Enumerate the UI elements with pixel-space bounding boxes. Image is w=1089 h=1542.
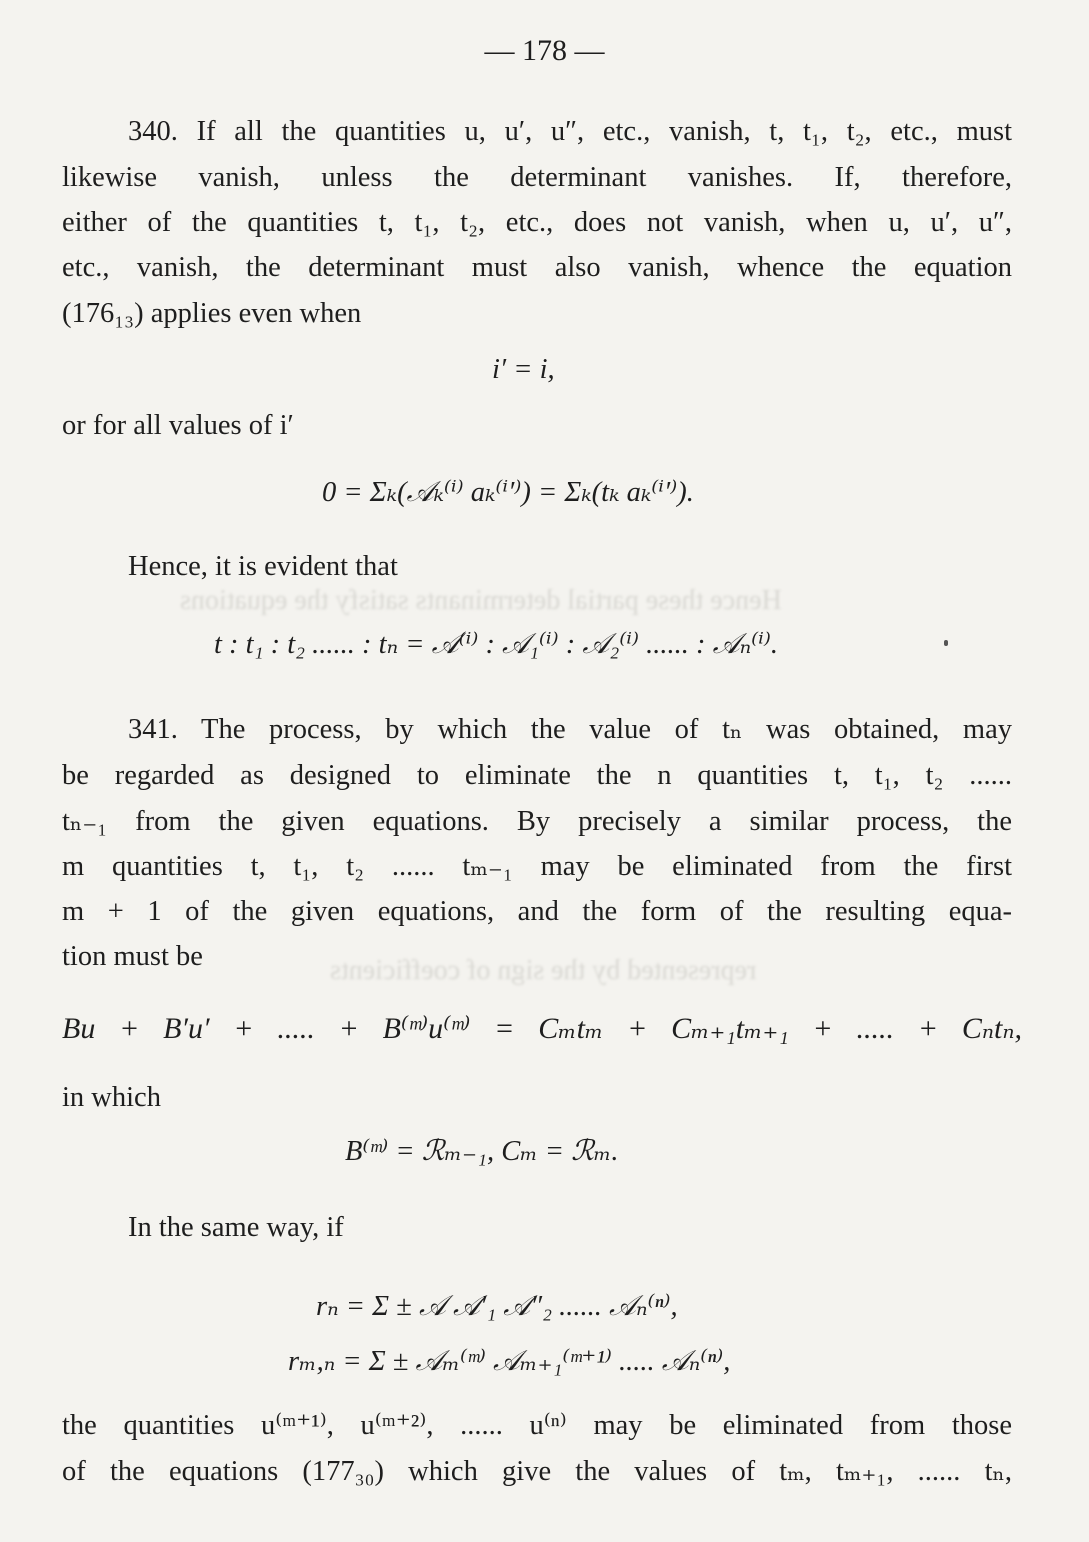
- equation-r-mn: rₘ,ₙ = Σ ± 𝒜ₘ⁽ᵐ⁾ 𝒜ₘ₊₁⁽ᵐ⁺¹⁾ ..... 𝒜ₙ⁽ⁿ⁾,: [288, 1346, 731, 1377]
- paragraph-340-line: or for all values of i′: [62, 410, 294, 441]
- equation-ratio: t : t₁ : t₂ ...... : tₙ = 𝒜⁽ⁱ⁾ : 𝒜₁⁽ⁱ⁾ : 𝒜₂⁽ⁱ⁾ ...... : 𝒜ₙ⁽ⁱ⁾.: [214, 629, 778, 660]
- paragraph-340-line: etc., vanish, the determinant must also vanish, whence the equation: [62, 252, 1012, 283]
- paragraph-341-line: m quantities t, t₁, t₂ ...... tₘ₋₁ may be eliminated from the first: [62, 851, 1012, 882]
- equation-r-n: rₙ = Σ ± 𝒜 𝒜′₁ 𝒜″₂ ...... 𝒜ₙ⁽ⁿ⁾,: [316, 1291, 678, 1322]
- paragraph-341-line: be regarded as designed to eliminate the n quantities t, t₁, t₂ ......: [62, 760, 1012, 791]
- paragraph-340-line: Hence, it is evident that: [128, 551, 398, 582]
- bleed-through-text: Hence these partial determinants satisfy the equations: [180, 585, 782, 616]
- paragraph-340-line: 340. If all the quantities u, u′, u″, etc., vanish, t, t₁, t₂, etc., must: [128, 116, 1012, 147]
- paragraph-341-line: tₙ₋₁ from the given equations. By precisely a similar process, the: [62, 806, 1012, 837]
- paragraph-341-line: tion must be: [62, 941, 203, 972]
- paragraph-341-line: in which: [62, 1082, 161, 1113]
- equation-sum-zero: 0 = Σₖ(𝒜ₖ⁽ⁱ⁾ aₖ⁽ⁱ′⁾) = Σₖ(tₖ aₖ⁽ⁱ′⁾).: [322, 477, 694, 508]
- paragraph-340-line: (176₁₃) applies even when: [62, 298, 362, 329]
- paragraph-341-line: of the equations (177₃₀) which give the values of tₘ, tₘ₊₁, ...... tₙ,: [62, 1456, 1012, 1487]
- paragraph-340-line: likewise vanish, unless the determinant vanishes. If, therefore,: [62, 162, 1012, 193]
- paragraph-341-line: the quantities u⁽ᵐ⁺¹⁾, u⁽ᵐ⁺²⁾, ...... u⁽ⁿ⁾ may be eliminated from those: [62, 1410, 1012, 1441]
- ink-speck: [944, 640, 948, 646]
- equation-b-c: B⁽ᵐ⁾ = ℛₘ₋₁, Cₘ = ℛₘ.: [345, 1136, 619, 1167]
- equation-i-prime: i′ = i,: [492, 354, 555, 385]
- equation-elimination: Bu + B′u′ + ..... + B⁽ᵐ⁾u⁽ᵐ⁾ = Cₘtₘ + Cₘ₊₁tₘ₊₁ + ..... + Cₙtₙ,: [62, 1012, 1022, 1045]
- paragraph-340-line: either of the quantities t, t₁, t₂, etc., does not vanish, when u, u′, u″,: [62, 207, 1012, 238]
- page-number: — 178 —: [484, 34, 605, 67]
- paragraph-341-line: m + 1 of the given equations, and the form of the resulting equa-: [62, 896, 1012, 927]
- paragraph-341-line: 341. The process, by which the value of tₙ was obtained, may: [128, 714, 1012, 745]
- paragraph-341-line: In the same way, if: [128, 1212, 344, 1243]
- bleed-through-text: represented by the sign of coefficients: [330, 955, 757, 986]
